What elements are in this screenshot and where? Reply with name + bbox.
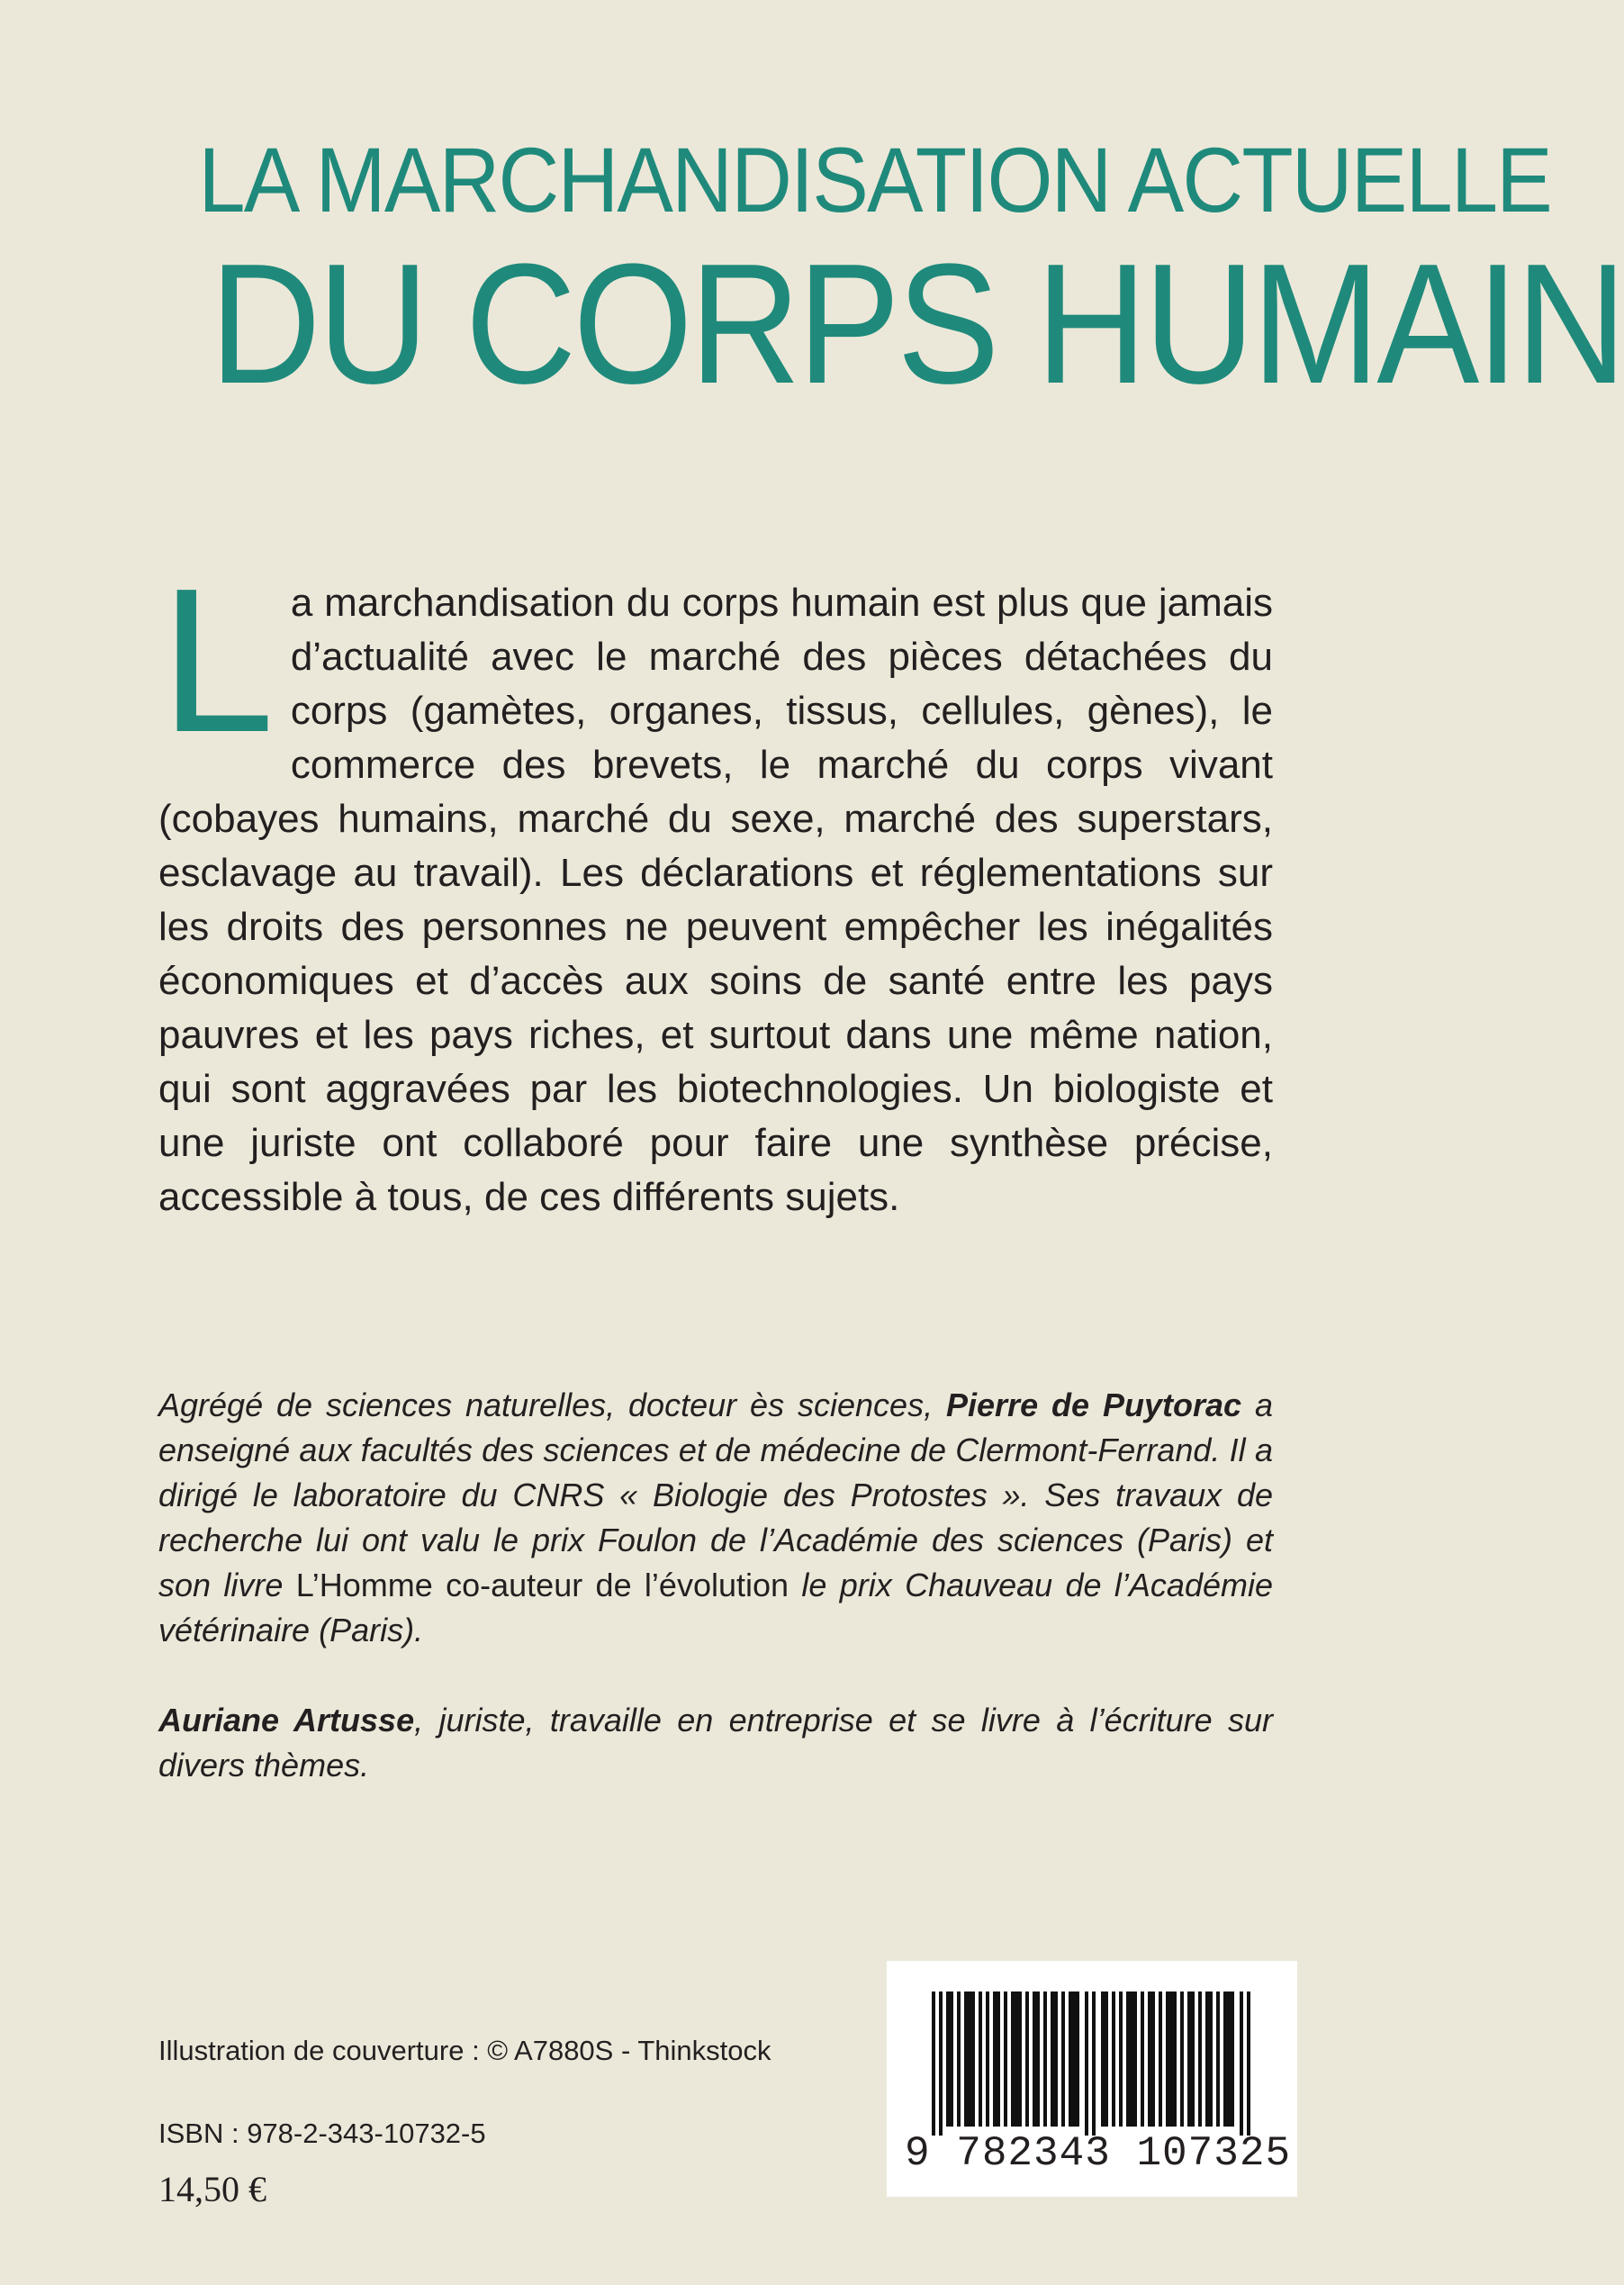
cover-credit: Illustration de couverture : © A7880S - Thinkstock <box>158 2035 771 2066</box>
book-title <box>153 126 1624 420</box>
barcode-bars <box>932 1991 1252 2136</box>
bio1-intro: Agrégé de sciences naturelles, docteur ès sciences, <box>158 1386 947 1423</box>
bio1-text-a: a enseigné aux facultés des sciences et de médecine de Clermont-Ferrand. Il a dirigé le laboratoire du CNRS « Biologie des Protostes ». Ses travaux de recherche lui ont valu le prix Foulon de l’Académie des sciences (Paris) et son livre <box>158 1386 1273 1603</box>
author-bio-artusse <box>158 1698 1273 1788</box>
title-line-2: DU CORPS HUMAIN <box>210 229 1624 420</box>
bio1-book-title: L’Homme co-auteur de l’évolution <box>295 1567 789 1603</box>
isbn: ISBN : 978-2-343-10732-5 <box>158 2118 486 2149</box>
drop-cap: L <box>160 546 275 775</box>
author-bio-puytorac <box>158 1383 1273 1653</box>
bio1-text-b: le prix Chauveau de l’Académie vétérinaire (Paris). <box>158 1567 1273 1648</box>
summary-paragraph <box>158 546 1273 1224</box>
barcode <box>887 1961 1297 2197</box>
price: 14,50 € <box>158 2169 266 2209</box>
summary-text: a marchandisation du corps humain est plus que jamais d’actualité avec le marché des pièces détachées du corps (gamètes, organes, tissus, cellules, gènes), le commerce des brevets, le marché du corps vivant (cobayes humains, marché du sexe, marché des superstars, esclavage au travail). Les déclarations et réglementations sur les droits des personnes ne peuvent empêcher les inégalités économiques et d’accès aux soins de santé entre les pays pauvres et les pays riches, et surtout dans une même nation, qui sont aggravées par les biotechnologies. Un biologiste et une juriste ont collaboré pour faire une synthèse précise, accessible à tous, de ces différents sujets. <box>158 581 1273 1219</box>
bio2-text: , juriste, travaille en entreprise et se livre à l’écriture sur divers thèmes. <box>158 1702 1273 1784</box>
title-line-1: LA MARCHANDISATION ACTUELLE <box>198 129 1551 231</box>
barcode-digits: 9 782343 107325 <box>905 2130 1292 2177</box>
bio1-author-name: Pierre de Puytorac <box>946 1386 1242 1423</box>
bio2-author-name: Auriane Artusse <box>158 1702 415 1739</box>
